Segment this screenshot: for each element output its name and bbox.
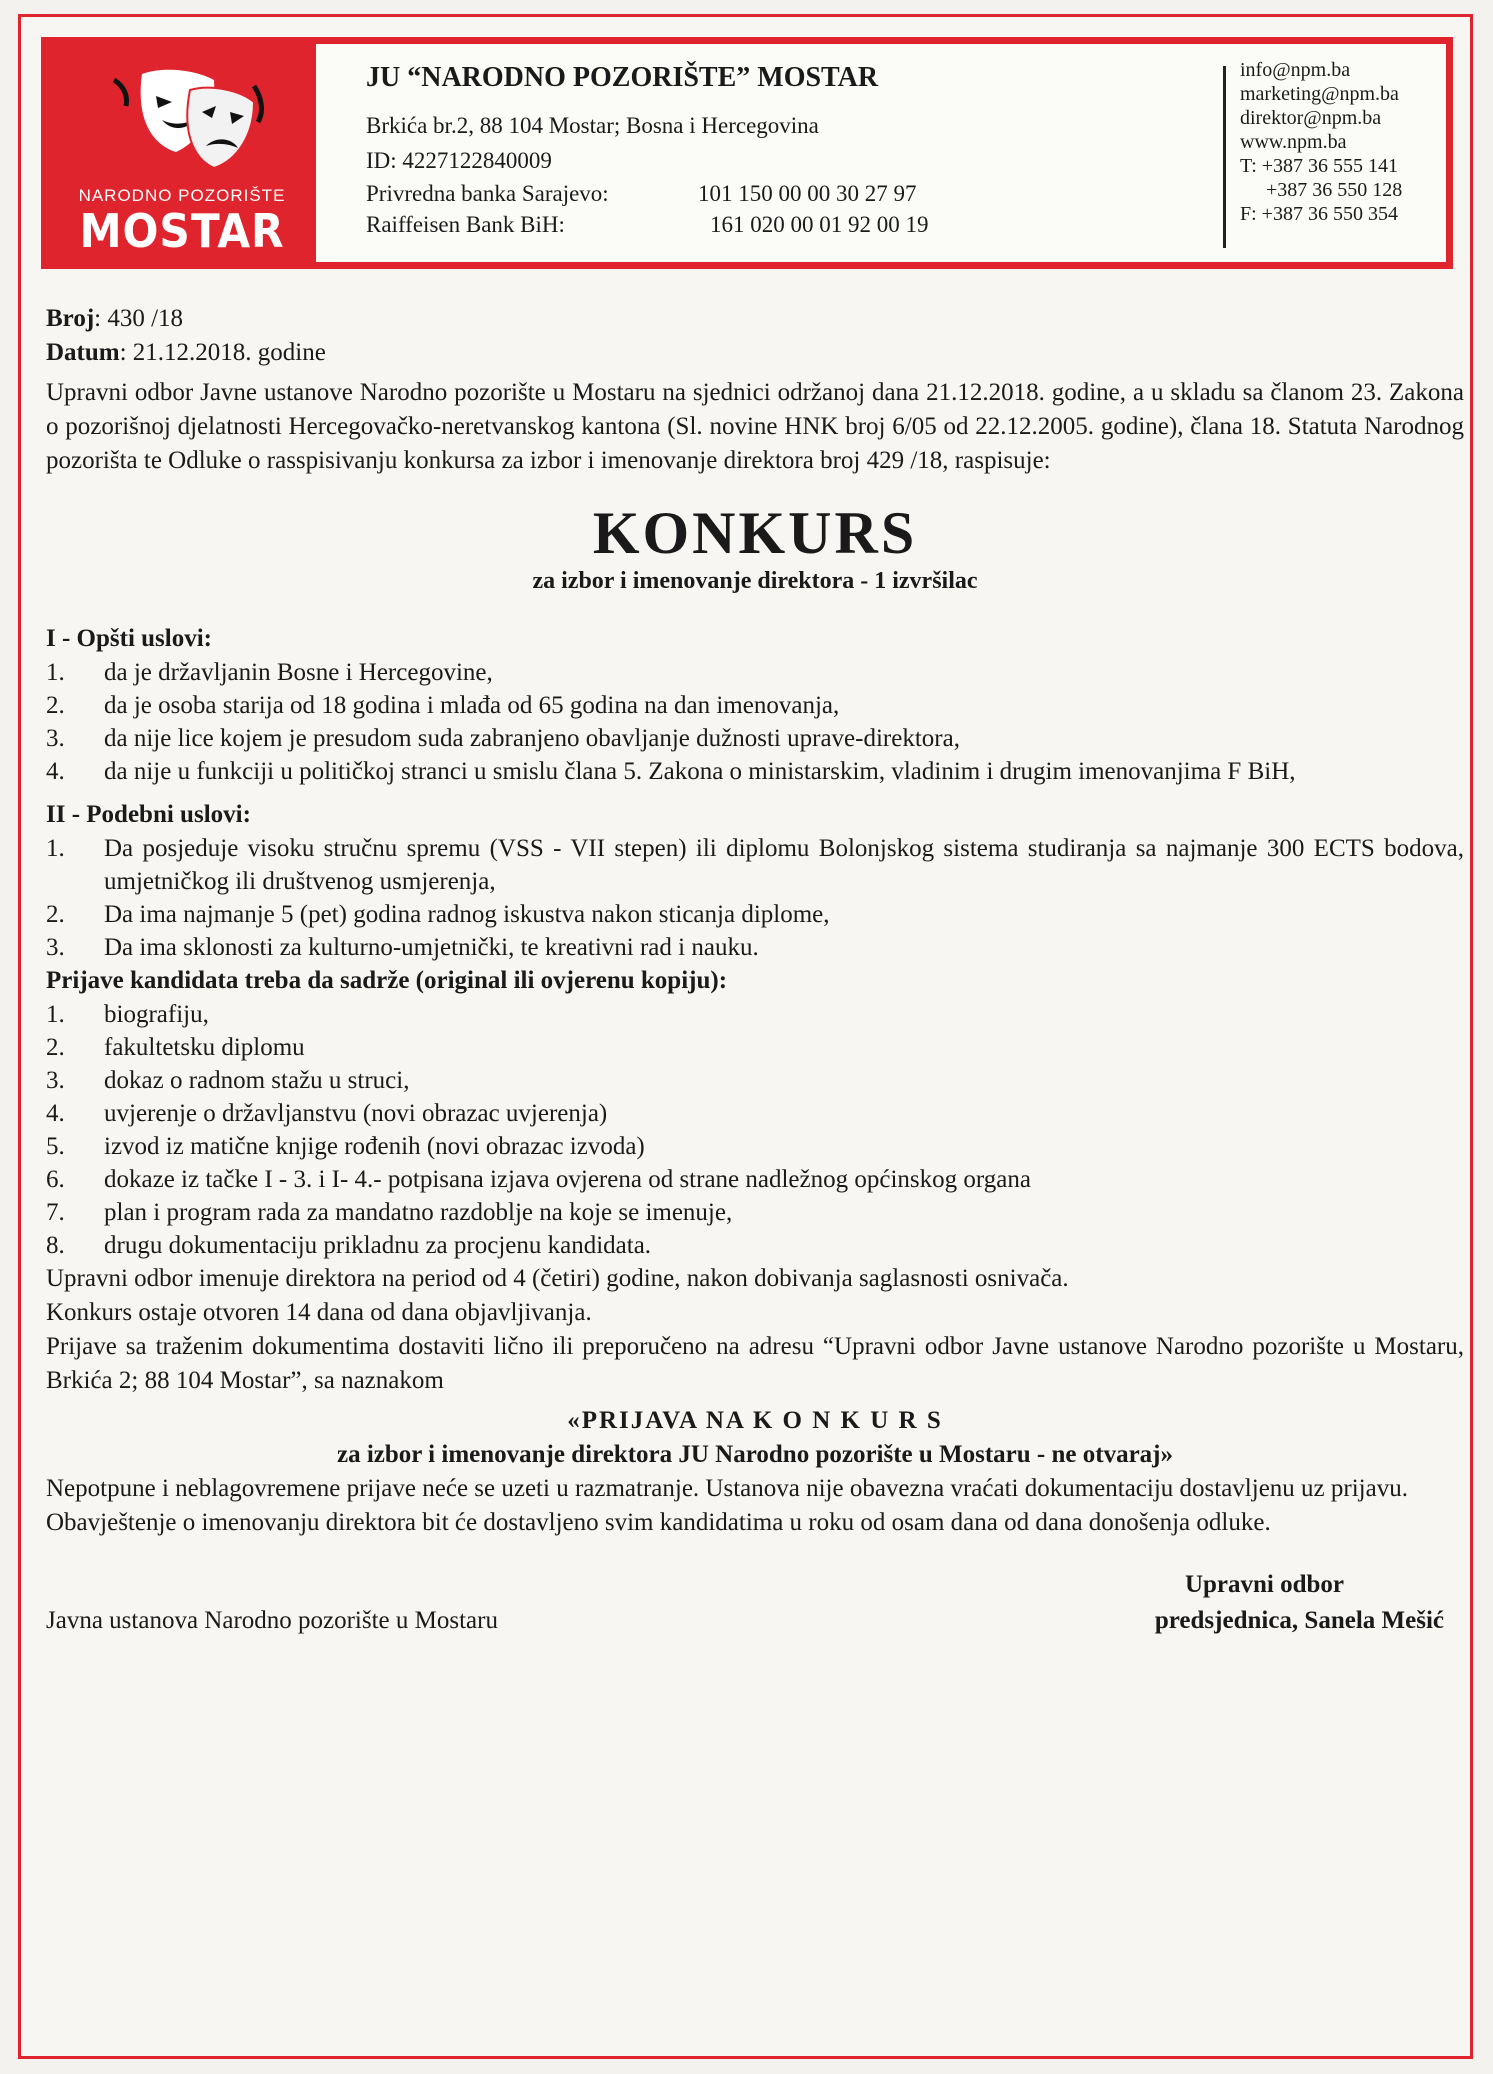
list-number: 5. <box>46 1133 65 1160</box>
broj-value: : 430 /18 <box>94 305 184 332</box>
list-number: 6. <box>46 1166 65 1193</box>
list-text: uvjerenje o državljanstvu (novi obrazac uvjerenja) <box>104 1100 608 1127</box>
list-item <box>46 832 1464 898</box>
list-text: Da posjeduje visoku stručnu spremu (VSS - VII stepen) ili diplomu Bolonjskog sistema studiranja sa najmanje 300 ECTS bodova, umjetničkog ili društvenog usmjerenja, <box>104 835 1464 895</box>
list-text: izvod iz matične knjige rođenih (novi obrazac izvoda) <box>104 1133 645 1160</box>
bank-number: 161 020 00 01 92 00 19 <box>710 212 929 237</box>
open-paragraph: Konkurs ostaje otvoren 14 dana od dana objavljivanja. <box>46 1299 592 1326</box>
datum-line <box>46 336 1464 370</box>
list-item <box>46 898 1464 931</box>
document-title: KONKURS <box>592 500 918 566</box>
bank-row <box>366 209 1216 240</box>
list-text: da nije u funkciji u političkoj stranci u smislu člana 5. Zakona o ministarskim, vladinim i drugim imenovanjima F BiH, <box>104 758 1296 785</box>
list-number: 1. <box>46 1001 65 1028</box>
datum-value: : 21.12.2018. godine <box>119 339 326 366</box>
submission-paragraph: Prijave sa traženim dokumentima dostaviti lično ili preporučeno na adresu “Upravni odbor Javne ustanove Narodno pozorište u Mostaru, Brkića 2; 88 104 Mostar”, sa naznakom <box>46 1333 1464 1394</box>
section-documents-heading: Prijave kandidata treba da sadrže (original ili ovjerenu kopiju): <box>46 967 728 994</box>
list-number: 2. <box>46 692 65 719</box>
list-item <box>46 722 1464 755</box>
contact-fax: F: +387 36 550 354 <box>1240 203 1398 225</box>
list-number: 2. <box>46 901 65 928</box>
list-item <box>46 689 1464 722</box>
list-item <box>46 1229 1464 1262</box>
org-id: ID: 4227122840009 <box>366 148 552 173</box>
incomplete-paragraph: Nepotpune i neblagovremene prijave neće se uzeti u razmatranje. Ustanova nije obavezna vraćati dokumentaciju dostavljenu uz prijavu. <box>46 1475 1408 1502</box>
section-specific-heading: II - Podebni uslovi: <box>46 801 251 828</box>
contact-phone-2: +387 36 550 128 <box>1266 179 1403 201</box>
specific-conditions-list <box>46 832 1464 964</box>
list-item <box>46 1064 1464 1097</box>
letterhead-info <box>366 62 1216 240</box>
list-item <box>46 998 1464 1031</box>
list-text: fakultetsku diplomu <box>104 1034 305 1061</box>
list-text: da je državljanin Bosne i Hercegovine, <box>104 659 493 686</box>
org-address: Brkića br.2, 88 104 Mostar; Bosna i Hercegovina <box>366 113 819 138</box>
bank-row <box>366 178 1216 209</box>
list-text: dokaz o radnom stažu u struci, <box>104 1067 410 1094</box>
list-item <box>46 656 1464 689</box>
signature-name: predsjednica, Sanela Mešić <box>1154 1607 1444 1634</box>
list-text: dokaze iz tačke I - 3. i I- 4.- potpisana izjava ovjerena od strane nadležnog općinskog organa <box>104 1166 1031 1193</box>
theatre-logo <box>48 44 316 262</box>
broj-label: Broj <box>46 305 95 332</box>
list-text: Da ima sklonosti za kulturno-umjetnički, te kreativni rad i nauku. <box>104 934 759 961</box>
list-number: 1. <box>46 659 65 686</box>
contact-email-director: direktor@npm.ba <box>1240 107 1382 129</box>
list-number: 8. <box>46 1232 65 1259</box>
envelope-label-subtitle: za izbor i imenovanje direktora JU Narodno pozorište u Mostaru - ne otvaraj» <box>336 1441 1174 1468</box>
list-text: drugu dokumentaciju prikladnu za procjenu kandidata. <box>104 1232 652 1259</box>
list-item <box>46 931 1464 964</box>
bank-label: Raiffeisen Bank BiH: <box>366 212 565 237</box>
header-divider <box>1223 66 1226 248</box>
letterhead <box>41 37 1453 269</box>
document-body <box>46 302 1464 1648</box>
bank-label: Privredna banka Sarajevo: <box>366 181 609 206</box>
list-item <box>46 1196 1464 1229</box>
contact-block <box>1240 58 1402 226</box>
envelope-label-title: «PRIJAVA NA K O N K U R S <box>567 1407 943 1434</box>
list-item <box>46 1097 1464 1130</box>
list-number: 7. <box>46 1199 65 1226</box>
list-text: Da ima najmanje 5 (pet) godina radnog iskustva nakon sticanja diplome, <box>104 901 830 928</box>
list-number: 3. <box>46 725 65 752</box>
list-number: 1. <box>46 835 65 862</box>
contact-email-marketing: marketing@npm.ba <box>1240 83 1399 105</box>
required-documents-list <box>46 998 1464 1262</box>
list-number: 2. <box>46 1034 65 1061</box>
org-name: JU “NARODNO POZORIŠTE” MOSTAR <box>366 62 879 93</box>
theatre-masks-icon <box>84 56 280 184</box>
section-general-heading: I - Opšti uslovi: <box>46 625 213 652</box>
intro-paragraph: Upravni odbor Javne ustanove Narodno pozorište u Mostaru na sjednici održanoj dana 21.12.2018. godine, a u skladu sa članom 23. Zakona o pozorišnoj djelatnosti Hercegovačko-neretvanskog kantona (Sl. novine HNK broj 6/05 od 22.12.2005. godine), člana 18. Statuta Narodnog pozorišta te Odluke o rasspisivanju konkursa za izbor i imenovanje direktora broj 429 /18, raspisuje: <box>46 379 1464 474</box>
list-item <box>46 1130 1464 1163</box>
broj-line <box>46 302 1464 336</box>
general-conditions-list <box>46 656 1464 788</box>
list-number: 4. <box>46 758 65 785</box>
list-text: da je osoba starija od 18 godina i mlađa od 65 godina na dan imenovanja, <box>104 692 840 719</box>
issuer-name: Javna ustanova Narodno pozorište u Mostaru <box>46 1607 498 1634</box>
contact-phone-1: T: +387 36 555 141 <box>1240 155 1399 177</box>
list-number: 4. <box>46 1100 65 1127</box>
signature-body: Upravni odbor <box>1184 1571 1344 1598</box>
logo-text-bottom: MOSTAR <box>79 204 285 258</box>
period-paragraph: Upravni odbor imenuje direktora na period od 4 (četiri) godine, nakon dobivanja saglasnosti osnivača. <box>46 1265 1069 1292</box>
list-text: plan i program rada za mandatno razdoblje na koje se imenuje, <box>104 1199 733 1226</box>
list-number: 3. <box>46 934 65 961</box>
contact-website: www.npm.ba <box>1240 131 1347 153</box>
list-item <box>46 1163 1464 1196</box>
list-number: 3. <box>46 1067 65 1094</box>
signature-block <box>46 1568 1464 1648</box>
logo-text-top: NARODNO POZORIŠTE <box>78 186 286 205</box>
list-text: biografiju, <box>104 1001 209 1028</box>
contact-email-info: info@npm.ba <box>1240 59 1351 81</box>
notice-paragraph: Obavještenje o imenovanju direktora bit će dostavljeno svim kandidatima u roku od osam dana od dana donošenja odluke. <box>46 1509 1271 1536</box>
document-subtitle: za izbor i imenovanje direktora - 1 izvršilac <box>532 568 978 594</box>
list-item <box>46 1031 1464 1064</box>
datum-label: Datum <box>46 339 120 366</box>
list-item <box>46 755 1464 788</box>
bank-number: 101 150 00 00 30 27 97 <box>698 181 917 206</box>
list-text: da nije lice kojem je presudom suda zabranjeno obavljanje dužnosti uprave-direktora, <box>104 725 960 752</box>
